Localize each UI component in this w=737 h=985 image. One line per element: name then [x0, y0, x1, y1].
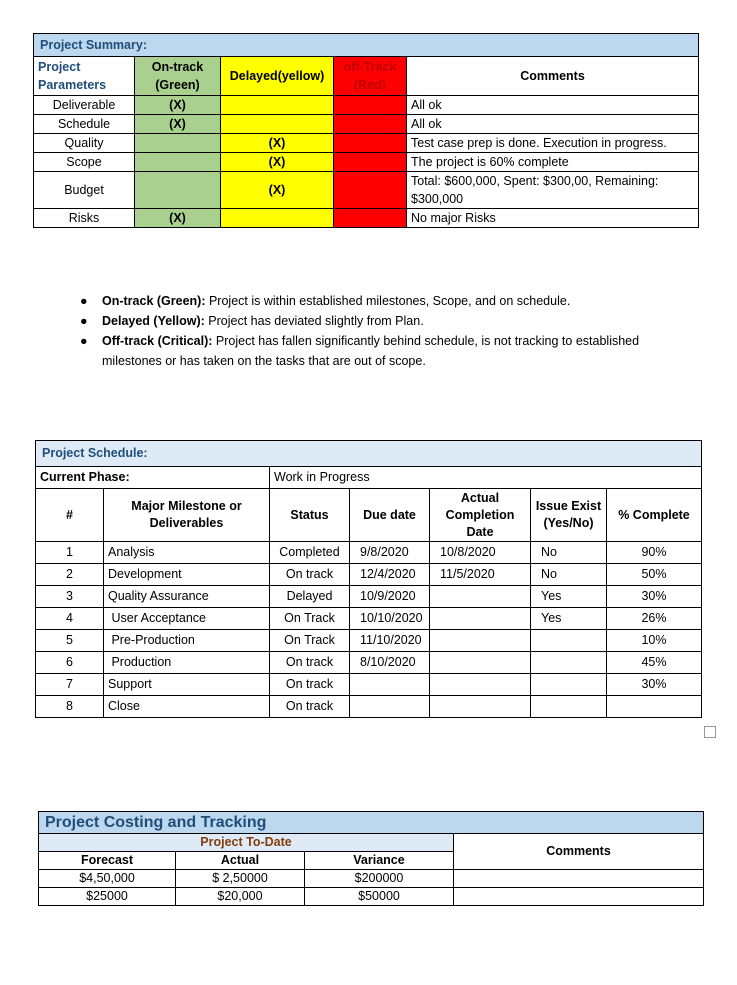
actual-completion-cell: [430, 586, 531, 608]
schedule-row: [36, 674, 702, 696]
delayed-cell: (X): [221, 172, 334, 209]
header-comments: Comments: [454, 834, 704, 870]
variance-cell: $200000: [305, 870, 454, 888]
costing-row: [39, 888, 704, 906]
ontrack-cell: [135, 153, 221, 172]
actual-completion-cell: [430, 696, 531, 718]
offtrack-cell: [334, 172, 407, 209]
percent-complete-cell: 45%: [607, 652, 702, 674]
param-cell: Schedule: [34, 115, 135, 134]
percent-complete-cell: 26%: [607, 608, 702, 630]
bullet-icon: ●: [80, 294, 88, 308]
actual-completion-cell: [430, 652, 531, 674]
schedule-row: [36, 586, 702, 608]
actual-completion-cell: [430, 674, 531, 696]
percent-complete-cell: [607, 696, 702, 718]
table-resize-handle[interactable]: [704, 726, 716, 738]
due-date-cell: 9/8/2020: [350, 542, 430, 564]
percent-complete-cell: 30%: [607, 586, 702, 608]
milestone-cell: Analysis: [104, 542, 270, 564]
milestone-cell: Support: [104, 674, 270, 696]
legend-item: [80, 311, 690, 331]
delayed-cell: [221, 115, 334, 134]
project-costing-table: [38, 811, 704, 906]
comment-cell: Test case prep is done. Execution in progress.: [407, 134, 699, 153]
issue-cell: [531, 630, 607, 652]
number-cell: 8: [36, 696, 104, 718]
summary-title: Project Summary:: [34, 34, 699, 57]
schedule-row: [36, 542, 702, 564]
issue-cell: No: [531, 542, 607, 564]
percent-complete-cell: 30%: [607, 674, 702, 696]
param-cell: Risks: [34, 209, 135, 228]
summary-row: [34, 209, 699, 228]
bullet-icon: ●: [80, 334, 88, 348]
percent-complete-cell: 90%: [607, 542, 702, 564]
delayed-cell: [221, 209, 334, 228]
number-cell: 7: [36, 674, 104, 696]
ontrack-cell: [135, 172, 221, 209]
param-cell: Budget: [34, 172, 135, 209]
legend-text: Project has fallen significantly behind schedule, is not tracking to established milestones or has taken on the tasks that are out of scope.: [102, 334, 640, 368]
header-on-track: On-track (Green): [135, 57, 221, 96]
milestone-cell: User Acceptance: [104, 608, 270, 630]
comment-cell: No major Risks: [407, 209, 699, 228]
actual-completion-cell: [430, 608, 531, 630]
schedule-row: [36, 696, 702, 718]
schedule-title: Project Schedule:: [36, 441, 702, 467]
offtrack-cell: [334, 134, 407, 153]
summary-row: [34, 115, 699, 134]
legend-term: Off-track (Critical):: [102, 334, 213, 348]
due-date-cell: 12/4/2020: [350, 564, 430, 586]
offtrack-cell: [334, 96, 407, 115]
schedule-row: [36, 630, 702, 652]
delayed-cell: (X): [221, 153, 334, 172]
header-delayed: Delayed(yellow): [221, 57, 334, 96]
bullet-icon: ●: [80, 314, 88, 328]
status-cell: On Track: [270, 608, 350, 630]
legend-item: [80, 291, 690, 311]
summary-row: [34, 134, 699, 153]
status-cell: On track: [270, 696, 350, 718]
comment-cell: All ok: [407, 96, 699, 115]
status-cell: On Track: [270, 630, 350, 652]
actual-completion-cell: 10/8/2020: [430, 542, 531, 564]
delayed-cell: (X): [221, 134, 334, 153]
due-date-cell: [350, 674, 430, 696]
header-percent-complete: % Complete: [607, 489, 702, 542]
issue-cell: [531, 696, 607, 718]
status-cell: On track: [270, 674, 350, 696]
comment-cell: [454, 888, 704, 906]
param-cell: Deliverable: [34, 96, 135, 115]
schedule-row: [36, 608, 702, 630]
project-summary-table: [33, 33, 699, 228]
number-cell: 2: [36, 564, 104, 586]
issue-cell: [531, 652, 607, 674]
schedule-row: [36, 652, 702, 674]
header-actual-completion: Actual Completion Date: [430, 489, 531, 542]
due-date-cell: 11/10/2020: [350, 630, 430, 652]
milestone-cell: Quality Assurance: [104, 586, 270, 608]
legend-text: Project is within established milestones, Scope, and on schedule.: [205, 294, 571, 308]
comment-cell: [454, 870, 704, 888]
header-comments: Comments: [407, 57, 699, 96]
percent-complete-cell: 50%: [607, 564, 702, 586]
summary-row: [34, 172, 699, 209]
status-cell: On track: [270, 564, 350, 586]
number-cell: 4: [36, 608, 104, 630]
header-actual: Actual: [176, 852, 305, 870]
header-issue-exist: Issue Exist (Yes/No): [531, 489, 607, 542]
header-number: #: [36, 489, 104, 542]
offtrack-cell: [334, 209, 407, 228]
header-milestone: Major Milestone or Deliverables: [104, 489, 270, 542]
current-phase-label: [36, 467, 270, 489]
due-date-cell: 8/10/2020: [350, 652, 430, 674]
header-project-parameters: Project Parameters: [34, 57, 135, 96]
header-variance: Variance: [305, 852, 454, 870]
number-cell: 6: [36, 652, 104, 674]
due-date-cell: [350, 696, 430, 718]
project-to-date-header: Project To-Date: [39, 834, 454, 852]
legend-item: [80, 331, 690, 371]
header-due-date: Due date: [350, 489, 430, 542]
forecast-cell: $25000: [39, 888, 176, 906]
header-status: Status: [270, 489, 350, 542]
delayed-cell: [221, 96, 334, 115]
header-off-track: off-Track (Red): [334, 57, 407, 96]
milestone-cell: Close: [104, 696, 270, 718]
number-cell: 3: [36, 586, 104, 608]
status-cell: Completed: [270, 542, 350, 564]
status-cell: On track: [270, 652, 350, 674]
actual-completion-cell: 11/5/2020: [430, 564, 531, 586]
status-legend: [80, 291, 690, 371]
number-cell: 5: [36, 630, 104, 652]
header-forecast: Forecast: [39, 852, 176, 870]
comment-cell: Total: $600,000, Spent: $300,00, Remaining: $300,000: [407, 172, 699, 209]
variance-cell: $50000: [305, 888, 454, 906]
offtrack-cell: [334, 115, 407, 134]
current-phase-value: Work in Progress: [270, 467, 702, 489]
actual-completion-cell: [430, 630, 531, 652]
param-cell: Quality: [34, 134, 135, 153]
actual-cell: $ 2,50000: [176, 870, 305, 888]
legend-text: Project has deviated slightly from Plan.: [204, 314, 424, 328]
ontrack-cell: (X): [135, 96, 221, 115]
due-date-cell: 10/9/2020: [350, 586, 430, 608]
status-cell: Delayed: [270, 586, 350, 608]
ontrack-cell: (X): [135, 115, 221, 134]
actual-cell: $20,000: [176, 888, 305, 906]
issue-cell: [531, 674, 607, 696]
milestone-cell: Production: [104, 652, 270, 674]
current-phase-label-text: Current Phase:: [40, 470, 130, 484]
legend-term: On-track (Green):: [102, 294, 206, 308]
offtrack-cell: [334, 153, 407, 172]
percent-complete-cell: 10%: [607, 630, 702, 652]
ontrack-cell: [135, 134, 221, 153]
milestone-cell: Pre-Production: [104, 630, 270, 652]
number-cell: 1: [36, 542, 104, 564]
param-cell: Scope: [34, 153, 135, 172]
summary-row: [34, 96, 699, 115]
issue-cell: Yes: [531, 586, 607, 608]
ontrack-cell: (X): [135, 209, 221, 228]
forecast-cell: $4,50,000: [39, 870, 176, 888]
comment-cell: All ok: [407, 115, 699, 134]
issue-cell: Yes: [531, 608, 607, 630]
costing-title: Project Costing and Tracking: [39, 812, 704, 834]
schedule-row: [36, 564, 702, 586]
project-schedule-table: [35, 440, 702, 718]
issue-cell: No: [531, 564, 607, 586]
milestone-cell: Development: [104, 564, 270, 586]
costing-row: [39, 870, 704, 888]
comment-cell: The project is 60% complete: [407, 153, 699, 172]
due-date-cell: 10/10/2020: [350, 608, 430, 630]
legend-term: Delayed (Yellow):: [102, 314, 205, 328]
summary-row: [34, 153, 699, 172]
